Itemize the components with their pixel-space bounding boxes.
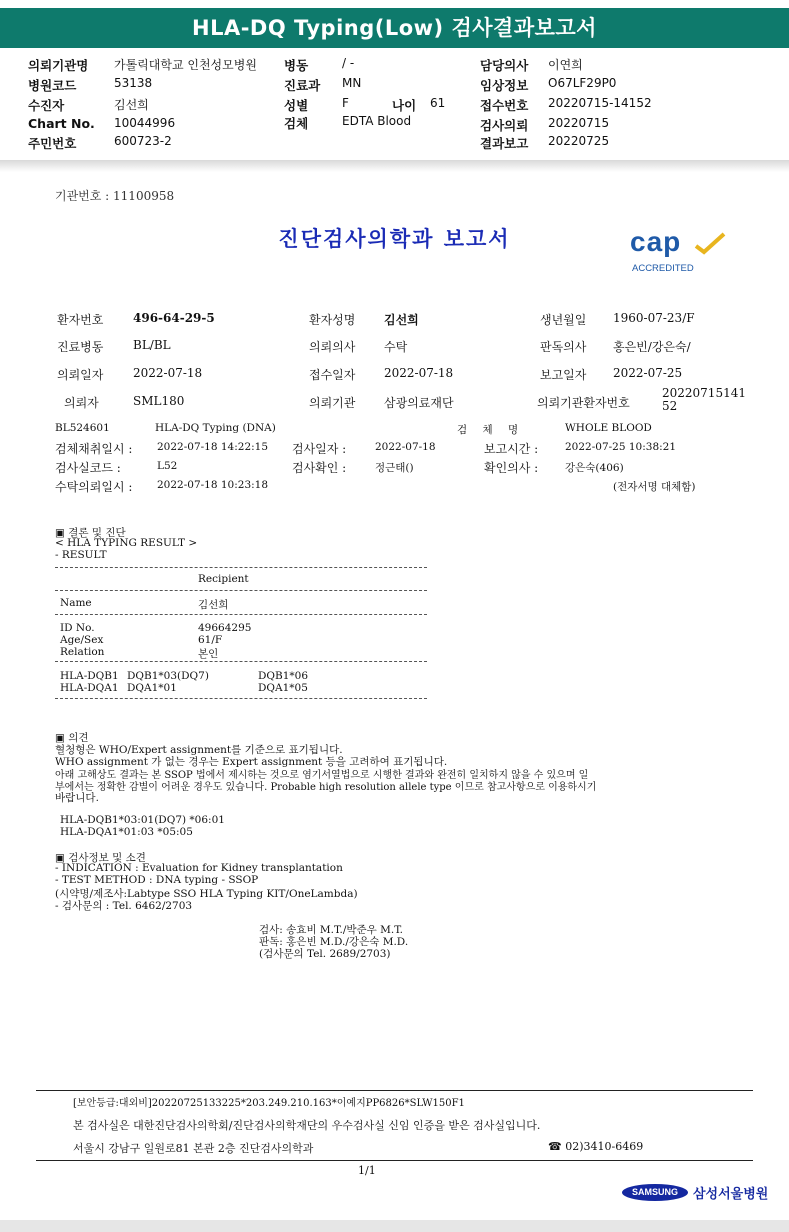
header-label: 담당의사	[480, 58, 529, 73]
recipient-header: Recipient	[198, 573, 249, 585]
header-value: 20220715	[548, 116, 610, 130]
room-value: L52	[157, 460, 178, 472]
report-title: HLA-DQ Typing(Low) 검사결과보고서	[0, 8, 789, 48]
patient-value: 수탁	[384, 340, 408, 354]
header-label: 검체	[284, 116, 309, 131]
divider	[55, 590, 427, 591]
result-title: ▣ 결론 및 진단	[55, 527, 126, 539]
name-label: Name	[60, 597, 92, 609]
header-label: 성별	[284, 98, 309, 113]
hr-allele: HLA-DQB1*03:01(DQ7) *06:01	[60, 814, 225, 826]
allele-2: DQA1*05	[258, 682, 308, 694]
header-label: 주민번호	[28, 136, 77, 151]
opinion-line: 혈청형은 WHO/Expert assignment를 기준으로 표기됩니다.	[55, 744, 343, 756]
request-value: 2022-07-18 10:23:18	[157, 479, 269, 491]
patient-label: 접수일자	[309, 368, 356, 382]
footer-rule	[36, 1090, 753, 1091]
page-number: 1/1	[358, 1164, 376, 1177]
age-label: 나이	[392, 98, 417, 113]
patient-value: 홍은빈/강은숙/	[613, 340, 691, 354]
phone-line: ☎ 02)3410-6469	[548, 1140, 644, 1153]
header-value: 가톨릭대학교 인천성모병원	[114, 58, 257, 72]
patient-value: BL/BL	[133, 338, 171, 352]
divider	[55, 698, 427, 699]
patient-label: 의뢰기관환자번호	[537, 396, 630, 410]
patient-label: 보고일자	[540, 368, 587, 382]
security-line: [보안등급:대외비]20220725133225*203.249.210.163*이예지PP6826*SLW150F1	[73, 1098, 465, 1109]
cap-check-icon	[692, 232, 728, 256]
header-label: 검사의뢰	[480, 118, 529, 133]
footer-rule	[36, 1160, 753, 1161]
age-value: 61	[430, 96, 446, 110]
header-value: 53138	[114, 76, 153, 90]
header-label: 의뢰기관명	[28, 58, 89, 73]
sign-line: 판독: 홍은빈 M.D./강은숙 M.D.	[259, 936, 409, 948]
header-label: 병원코드	[28, 78, 77, 93]
confirm-value: 강은숙(406)	[565, 462, 624, 474]
header-value: O67LF29P0	[548, 76, 617, 90]
divider	[55, 661, 427, 662]
patient-value: 1960-07-23/F	[613, 311, 695, 325]
specimen-value: WHOLE BLOOD	[565, 422, 652, 434]
hospital-name: 삼성서울병원	[693, 1187, 769, 1202]
header-value: MN	[342, 76, 362, 90]
report-time-label: 보고시간 :	[484, 442, 539, 456]
patient-value: 삼광의료재단	[384, 396, 454, 410]
cert-line: 본 검사실은 대한진단검사의학회/진단검사의학재단의 우수검사실 신임 인증을 받은 검사실입니다.	[73, 1119, 541, 1132]
name-value: 김선희	[198, 599, 229, 611]
opinion-line: WHO assignment 가 없는 경우는 Expert assignment 등을 고려하여 표기됩니다.	[55, 756, 448, 768]
specimen-label: 검 체 명	[457, 424, 525, 436]
header-label: 진료과	[284, 78, 321, 93]
patient-label: 의뢰의사	[309, 340, 356, 354]
patient-value: 2022071514152	[662, 386, 746, 413]
patient-label: 환자번호	[57, 313, 104, 327]
test-code: BL524601	[55, 422, 110, 434]
header-value: 20220715-14152	[548, 96, 652, 110]
header-value: F	[342, 96, 349, 110]
result-subtitle: - RESULT	[55, 549, 107, 561]
confirm-label: 확인의사 :	[484, 461, 539, 475]
patient-value: 496-64-29-5	[133, 311, 215, 325]
patient-label: 환자성명	[309, 313, 356, 327]
room-label: 검사실코드 :	[55, 461, 121, 475]
document-title: 진단검사의학과 보고서	[278, 227, 511, 251]
collect-value: 2022-07-18 14:22:15	[157, 441, 269, 453]
patient-value: 2022-07-18	[384, 366, 454, 380]
patient-value: 2022-07-25	[613, 366, 683, 380]
collect-label: 검체채취일시 :	[55, 442, 133, 456]
divider	[55, 567, 427, 568]
patient-label: 진료병동	[57, 340, 104, 354]
allele-2: DQB1*06	[258, 670, 309, 682]
opinion-line: 부에서는 정확한 감별이 어려운 경우도 있습니다. Probable high resolution allele type 이므로 참고사항으로 이용하시기	[55, 782, 597, 793]
info-line: - TEST METHOD : DNA typing - SSOP	[55, 874, 259, 886]
patient-value: 김선희	[384, 313, 419, 327]
allele-1: DQB1*03(DQ7)	[127, 670, 209, 682]
opinion-line: 아래 고해상도 결과는 본 SSOP 법에서 제시하는 것으로 염기서열법으로 시행한 결과와 완전히 일치하지 않을 수 있으며 일	[55, 770, 589, 781]
opinion-line: 바랍니다.	[55, 792, 99, 804]
patient-label: 의뢰일자	[57, 368, 104, 382]
header-divider	[0, 160, 789, 172]
id-value: 49664295	[198, 622, 252, 634]
allele-1: DQA1*01	[127, 682, 177, 694]
agesex-value: 61/F	[198, 634, 223, 646]
sign-line: (검사문의 Tel. 2689/2703)	[259, 948, 391, 960]
relation-label: Relation	[60, 646, 105, 658]
header-label: 결과보고	[480, 136, 529, 151]
id-label: ID No.	[60, 622, 95, 634]
relation-value: 본인	[198, 648, 219, 660]
info-title: ▣ 검사정보 및 소견	[55, 852, 146, 864]
header-label: 수진자	[28, 98, 65, 113]
patient-label: 판독의사	[540, 340, 587, 354]
esign-note: (전자서명 대체함)	[613, 481, 696, 493]
samsung-logo-text: SAMSUNG	[622, 1184, 688, 1201]
header-value: 김선희	[114, 98, 149, 112]
cap-accredited-logo	[628, 226, 728, 276]
header-value: 20220725	[548, 134, 610, 148]
hr-allele: HLA-DQA1*01:03 *05:05	[60, 826, 193, 838]
verify-label: 검사확인 :	[292, 461, 347, 475]
report-header	[0, 48, 789, 160]
test-date-value: 2022-07-18	[375, 441, 436, 453]
header-value: 이연희	[548, 58, 583, 72]
header-value: EDTA Blood	[342, 114, 412, 128]
patient-label: 생년월일	[540, 313, 587, 327]
report-time-value: 2022-07-25 10:38:21	[565, 441, 677, 453]
header-label: 임상정보	[480, 78, 529, 93]
sign-line: 검사: 송효비 M.T./박준우 M.T.	[259, 924, 404, 936]
header-label: Chart No.	[28, 116, 95, 131]
info-line: - 검사문의 : Tel. 6462/2703	[55, 900, 193, 912]
info-line: (시약명/제조사:Labtype SSO HLA Typing KIT/OneLambda)	[55, 888, 358, 900]
cap-logo-text: cap	[630, 226, 682, 257]
org-number: 기관번호 : 11100958	[55, 189, 175, 203]
cap-logo-sub: ACCREDITED	[632, 263, 694, 274]
header-value: 600723-2	[114, 134, 172, 148]
result-subtitle: < HLA TYPING RESULT >	[55, 537, 198, 549]
address-line: 서울시 강남구 일원로81 본관 2층 진단검사의학과	[73, 1142, 314, 1155]
header-label: 병동	[284, 58, 309, 73]
verify-value: 정근태()	[375, 462, 414, 474]
patient-label: 의뢰기관	[309, 396, 356, 410]
info-line: - INDICATION : Evaluation for Kidney transplantation	[55, 862, 343, 874]
divider	[55, 614, 427, 615]
allele-locus: HLA-DQA1	[60, 682, 119, 694]
patient-value: SML180	[133, 394, 185, 408]
allele-locus: HLA-DQB1	[60, 670, 119, 682]
header-label: 접수번호	[480, 98, 529, 113]
patient-value: 2022-07-18	[133, 366, 203, 380]
header-value: 10044996	[114, 116, 176, 130]
header-value: / -	[342, 56, 355, 70]
request-label: 수탁의뢰일시 :	[55, 480, 133, 494]
agesex-label: Age/Sex	[60, 634, 104, 646]
patient-label: 의뢰자	[64, 396, 99, 410]
test-date-label: 검사일자 :	[292, 442, 347, 456]
opinion-title: ▣ 의견	[55, 732, 89, 744]
page-bottom-margin	[0, 1220, 789, 1232]
test-name: HLA-DQ Typing (DNA)	[155, 422, 276, 434]
